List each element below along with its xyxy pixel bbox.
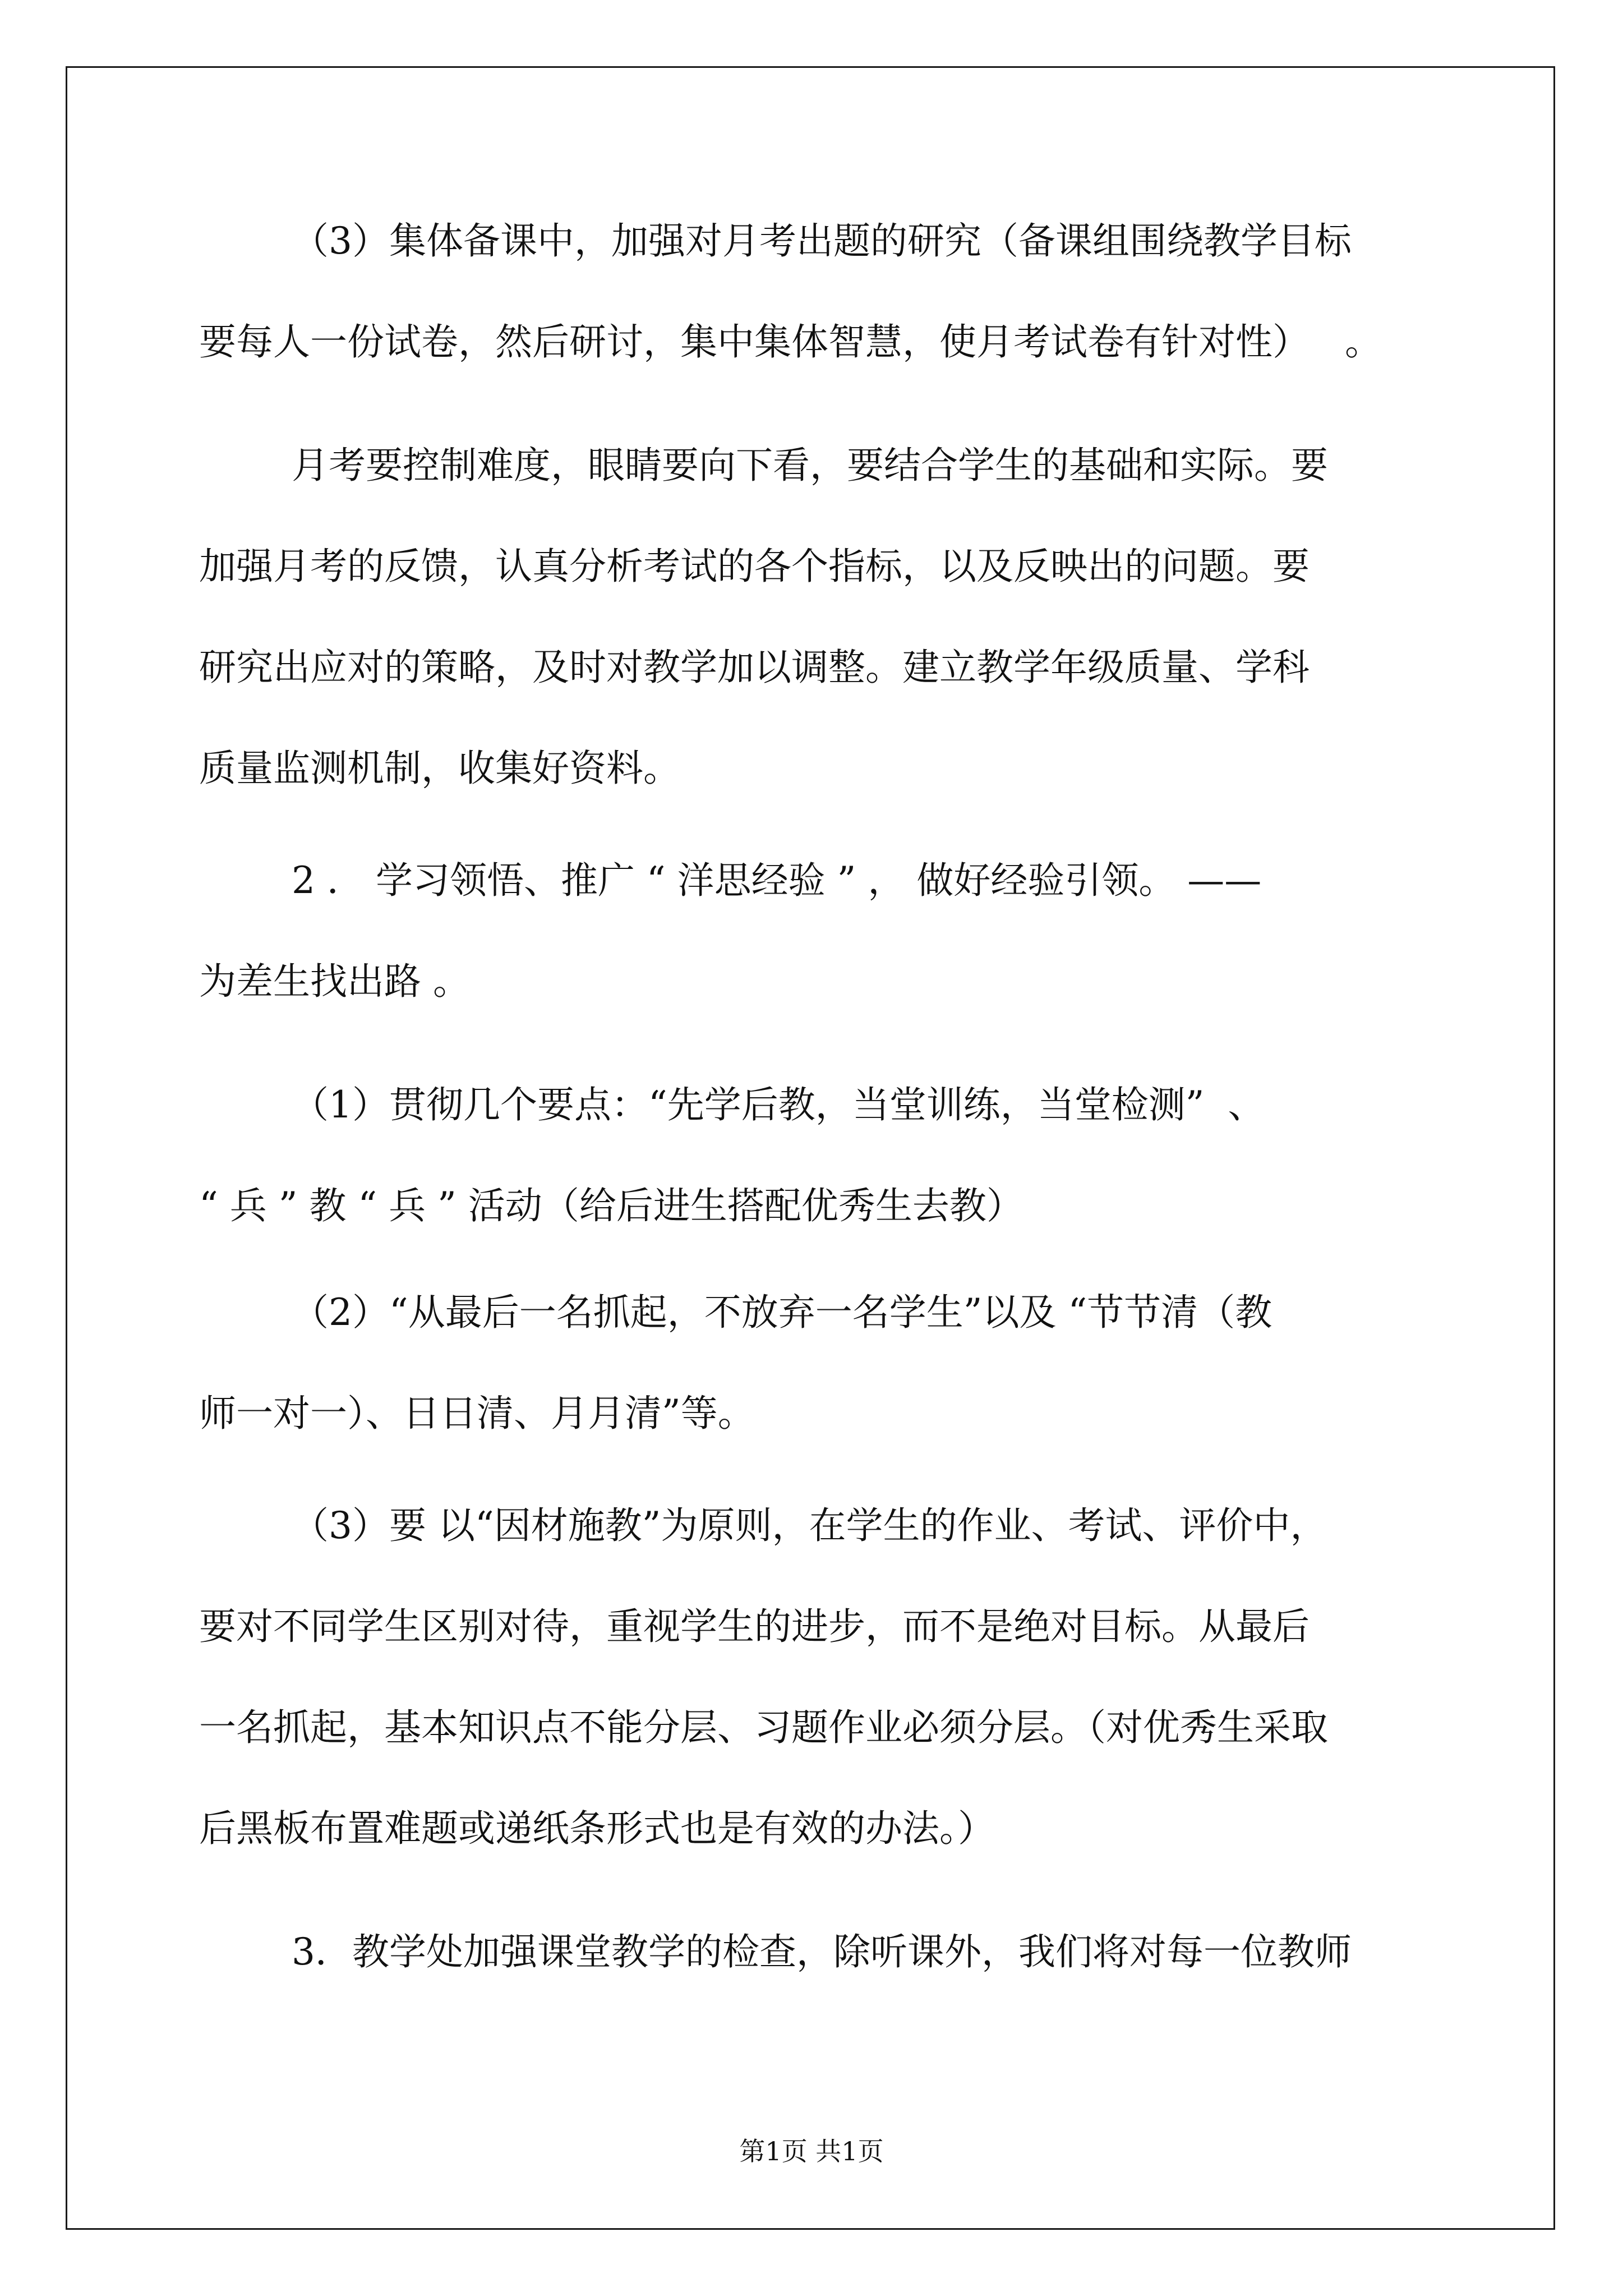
text-line: 要每人一份试卷，然后研讨，集中集体智慧，使月考试卷有针对性） 。 bbox=[199, 320, 1382, 364]
text-line: 质量监测机制，收集好资料。 bbox=[199, 747, 680, 790]
text-line: 2 ． 学习领悟、推广 “ 洋思经验 ” ， 做好经验引领。 —— bbox=[292, 859, 1262, 902]
text-line: 一名抓起，基本知识点不能分层、习题作业必须分层。（对优秀生采取 bbox=[199, 1706, 1328, 1749]
page-border bbox=[66, 66, 1555, 2230]
text-line: 加强月考的反馈，认真分析考试的各个指标，以及反映出的问题。要 bbox=[199, 545, 1310, 588]
text-line: 后黑板布置难题或递纸条形式也是有效的办法。） bbox=[199, 1807, 995, 1850]
text-line: （3）要 以“因材施教”为原则，在学生的作业、考试、评价中， bbox=[292, 1504, 1327, 1547]
text-line: 要对不同学生区别对待，重视学生的进步，而不是绝对目标。从最后 bbox=[199, 1605, 1310, 1648]
text-line: （3）集体备课中，加强对月考出题的研究（备课组围绕教学目标 bbox=[292, 219, 1352, 263]
text-line: “ 兵 ” 教 “ 兵 ” 活动（给后进生搭配优秀生去教） bbox=[199, 1184, 1023, 1227]
page-footer: 第1页 共1页 bbox=[739, 2136, 884, 2166]
text-line: 师一对一）、日日清、月月清”等。 bbox=[199, 1392, 755, 1435]
text-line: 3．教学处加强课堂教学的检查，除听课外，我们将对每一位教师 bbox=[292, 1930, 1352, 1973]
text-line: （1）贯彻几个要点：“先学后教，当堂训练，当堂检测” 、 bbox=[292, 1083, 1265, 1126]
text-line: 研究出应对的策略，及时对教学加以调整。建立教学年级质量、学科 bbox=[199, 646, 1310, 689]
text-line: 为差生找出路 。 bbox=[199, 960, 470, 1003]
text-line: （2）“从最后一名抓起，不放弃一名学生”以及 “节节清（教 bbox=[292, 1291, 1272, 1334]
text-line: 月考要控制难度，眼睛要向下看，要结合学生的基础和实际。要 bbox=[292, 444, 1328, 487]
